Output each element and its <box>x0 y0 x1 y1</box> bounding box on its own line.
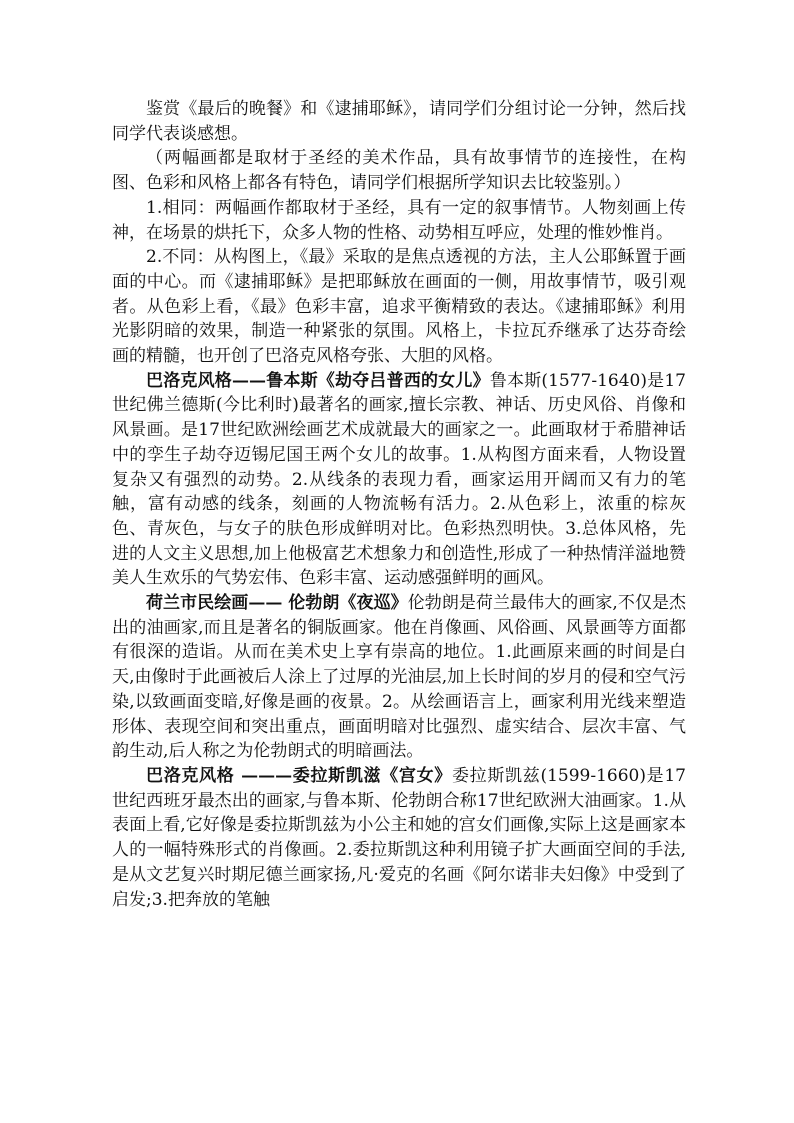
body-rembrandt: 伦勃朗是荷兰最伟大的画家,不仅是杰出的油画家,而且是著名的铜版画家。他在肖像画、风俗画、风景画等方面都有很深的造诣。从而在美术史上享有崇高的地位。1.此画原来画的时间是白天,由像时于此画被后人涂上了过厚的光油层,加上长时间的岁月的侵和空气污染,以致画面变暗,好像是画的夜景。2。从绘画语言上，画家利用光线来塑造形体、表现空间和突出重点，画面明暗对比强烈、虚实结合、层次丰富、气韵生动,后人称之为伦勃朗式的明暗画法。 <box>112 593 686 762</box>
paragraph-rubens <box>112 369 686 591</box>
paragraph-velazquez <box>112 764 686 912</box>
paragraph-discussion-prompt: 鉴赏《最后的晚餐》和《逮捕耶稣》，请同学们分组讨论一分钟，然后找同学代表谈感想。 <box>112 99 686 144</box>
paragraph-rembrandt <box>112 591 686 764</box>
heading-velazquez: 巴洛克风格 ———委拉斯凯滋《宫女》 <box>146 765 452 786</box>
body-rubens: 鲁本斯(1577-1640)是17世纪佛兰德斯(今比利时)最著名的画家,擅长宗教、神话、历史风俗、肖像和风景画。是17世纪欧洲绘画艺术成就最大的画家之一。此画取材于希腊神话中的孪生子劫夺迈锡尼国王两个女儿的故事。1.从构图方面来看，人物设置复杂又有强烈的动势。2.从线条的表现力看，画家运用开阔而又有力的笔触，富有动感的线条，刻画的人物流畅有活力。2.从色彩上，浓重的棕灰色、青灰色，与女子的肤色形成鲜明对比。色彩热烈明快。3.总体风格，先进的人文主义思想,加上他极富艺术想象力和创造性,形成了一种热情洋溢地赞美人生欢乐的气势宏伟、色彩丰富、运动感强鲜明的画风。 <box>112 370 687 589</box>
body-velazquez: 委拉斯凯兹(1599-1660)是17世纪西班牙最杰出的画家,与鲁本斯、伦勃朗合称17世纪欧洲大油画家。1.从表面上看,它好像是委拉斯凯兹为小公主和她的宫女们画像,实际上这是画家本人的一幅特殊形式的肖像画。2.委拉斯凯这种利用镜子扩大画面空间的手法,是从文艺复兴时期尼德兰画家扬,凡·爱克的名画《阿尔诺非夫妇像》中受到了启发;3.把奔放的笔触 <box>112 765 686 910</box>
heading-rubens: 巴洛克风格——鲁本斯《劫夺吕普西的女儿》 <box>146 370 490 391</box>
paragraph-difference: 2.不同：从构图上，《最》采取的是焦点透视的方法，主人公耶稣置于画面的中心。而《逮捕耶稣》是把耶稣放在画面的一侧，用故事情节，吸引观者。从色彩上看，《最》色彩丰富，追求平衡精致的表达。《逮捕耶稣》利用光影阴暗的效果，制造一种紧张的氛围。风格上，卡拉瓦乔继承了达芬奇绘画的精髓，也开创了巴洛克风格夸张、大胆的风格。 <box>112 247 686 367</box>
heading-rembrandt: 荷兰市民绘画—— 伦勃朗《夜巡》 <box>146 593 408 614</box>
document-page <box>112 97 686 912</box>
paragraph-similarity: 1.相同：两幅画作都取材于圣经，具有一定的叙事情节。人物刻画上传神，在场景的烘托下，众多人物的性格、动势相互呼应，处理的惟妙惟肖。 <box>112 197 686 243</box>
paragraph-comparison-hint: （两幅画都是取材于圣经的美术作品，具有故事情节的连接性，在构图、色彩和风格上都各有特色，请同学们根据所学知识去比较鉴别。） <box>112 148 686 194</box>
